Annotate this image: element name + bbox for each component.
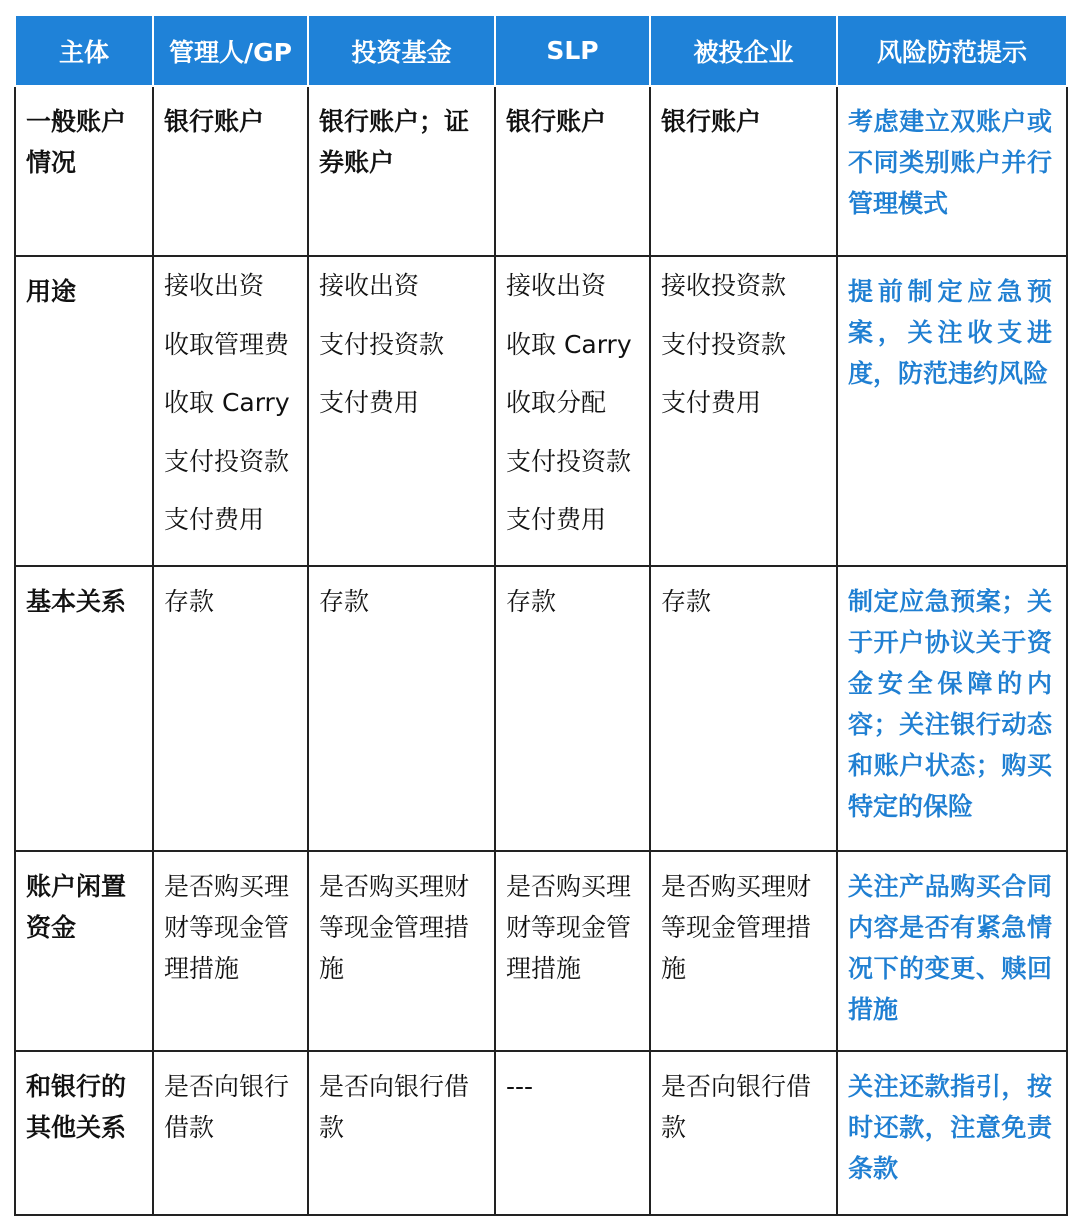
table-row: [15, 566, 1067, 851]
table-row: [15, 86, 1067, 256]
table-row: [15, 256, 1067, 566]
table-cell: 存款: [308, 566, 495, 851]
table-cell: 银行账户: [650, 86, 837, 256]
risk-tip: 关注还款指引，按时还款，注意免责条款: [837, 1051, 1067, 1215]
table-cell: 是否向银行借款: [308, 1051, 495, 1215]
table-cell: [495, 256, 650, 566]
header-manager-gp: 管理人/GP: [153, 15, 308, 86]
use-item: 支付投资款: [319, 329, 445, 359]
use-item: 接收出资: [506, 271, 607, 300]
account-risk-table-container: [14, 14, 1068, 1216]
use-item: 支付投资款: [661, 329, 787, 359]
use-item: 收取管理费: [164, 329, 290, 359]
use-item: 接收出资: [164, 271, 265, 300]
row-label: 用途: [15, 256, 153, 566]
row-label: 基本关系: [15, 566, 153, 851]
table-cell: 是否购买理财等现金管理措施: [495, 851, 650, 1051]
table-cell: 存款: [495, 566, 650, 851]
table-cell: 是否购买理财等现金管理措施: [650, 851, 837, 1051]
use-item: 收取分配: [506, 388, 607, 417]
row-label: 账户闲置资金: [15, 851, 153, 1051]
table-cell: 银行账户: [495, 86, 650, 256]
risk-tip: 考虑建立双账户或不同类别账户并行管理模式: [837, 86, 1067, 256]
use-item: 接收出资: [319, 271, 420, 300]
table-cell: 是否向银行借款: [650, 1051, 837, 1215]
header-subject: 主体: [15, 15, 153, 86]
table-cell: 银行账户；证券账户: [308, 86, 495, 256]
use-item: 收取 Carry: [506, 329, 632, 359]
table-cell: 是否购买理财等现金管理措施: [308, 851, 495, 1051]
table-row: [15, 1051, 1067, 1215]
table-cell: 存款: [153, 566, 308, 851]
table-cell: 是否购买理财等现金管理措施: [153, 851, 308, 1051]
risk-tip: 制定应急预案；关于开户协议关于资金安全保障的内容；关注银行动态和账户状态；购买特定的保险: [837, 566, 1067, 851]
header-row: [15, 15, 1067, 86]
table-cell: [650, 256, 837, 566]
use-item: 支付费用: [164, 505, 265, 534]
table-cell: [153, 256, 308, 566]
row-label: 和银行的其他关系: [15, 1051, 153, 1215]
table-cell: [308, 256, 495, 566]
risk-tip: 关注产品购买合同内容是否有紧急情况下的变更、赎回措施: [837, 851, 1067, 1051]
header-investment-fund: 投资基金: [308, 15, 495, 86]
use-item: 支付费用: [506, 505, 607, 534]
table-cell: ---: [495, 1051, 650, 1215]
table-cell: 存款: [650, 566, 837, 851]
header-slp: SLP: [495, 15, 650, 86]
account-risk-table: [14, 14, 1068, 1216]
risk-tip: 提前制定应急预案，关注收支进度，防范违约风险: [837, 256, 1067, 566]
use-item: 支付费用: [319, 388, 420, 417]
use-item: 收取 Carry: [164, 388, 290, 417]
table-cell: 是否向银行借款: [153, 1051, 308, 1215]
row-label: 一般账户情况: [15, 86, 153, 256]
header-risk-tips: 风险防范提示: [837, 15, 1067, 86]
use-item: 接收投资款: [661, 271, 787, 300]
header-portfolio-company: 被投企业: [650, 15, 837, 86]
use-item: 支付费用: [661, 388, 762, 417]
table-row: [15, 851, 1067, 1051]
table-cell: 银行账户: [153, 86, 308, 256]
use-item: 支付投资款: [506, 446, 632, 476]
use-item: 支付投资款: [164, 446, 290, 476]
